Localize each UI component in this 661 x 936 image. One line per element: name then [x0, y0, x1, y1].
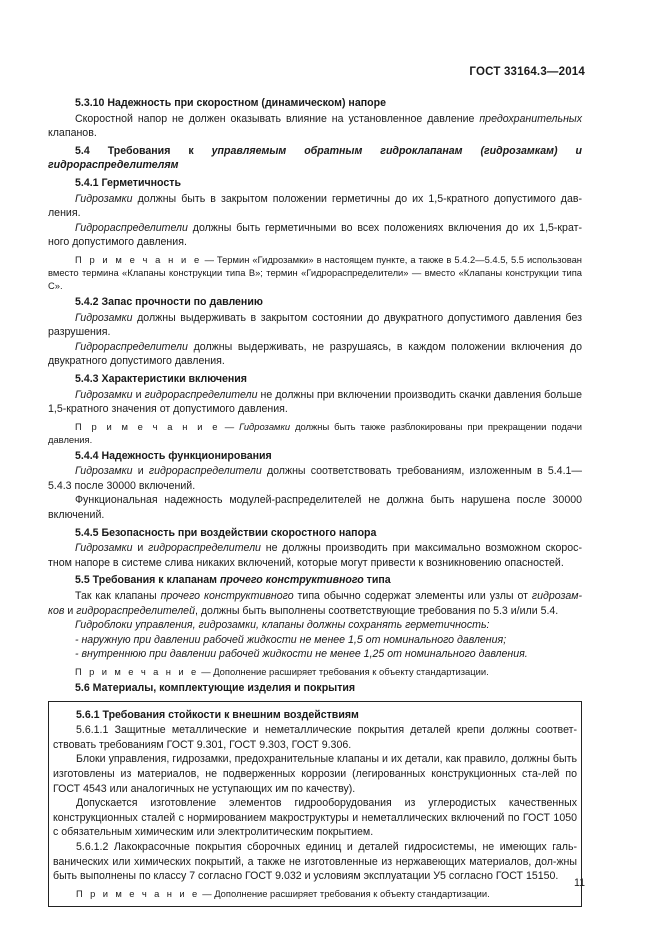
section-5-6-heading: 5.6 Материалы, комплектующие изделия и покрытия [75, 682, 356, 694]
section-5-4-3-note: П р и м е ч а н и е — Гидрозамки должны быть также разблокированы при прекращении подачи давления. [48, 420, 582, 445]
section-5-4-2-heading: 5.4.2 Запас прочности по давлению [75, 295, 263, 308]
document-body [48, 93, 582, 907]
section-5-4-2-p1: Гидрозамки должны выдерживать в закрытом состоянии до двукратного допустимого давления без разрушения. [48, 311, 582, 339]
list-item: - внутреннюю при давлении рабочей жидкости не менее 1,25 от номинального давления. [75, 648, 528, 661]
section-5-6-1-2-p1: 5.6.1.2 Лакокрасочные покрытия сборочных единиц и деталей гидросистемы, не имеющих галь-ванических или химических покрытий, а также не изготовленные из нержавеющих материалов, дол-жны быть выполнены по классу 7 согласно ГОСТ 9.032 и условиям эксплуатации У5 согласно ГОСТ 15150. [53, 840, 577, 883]
section-5-4-3-heading: 5.4.3 Характеристики включения [75, 372, 247, 385]
section-5-3-10-text: Скоростной напор не должен оказывать влияние на установленное давление предохранительных клапанов. [48, 112, 582, 140]
section-5-5-p1: Так как клапаны прочего конструктивного типа обычно содержат элементы или узлы от гидрозам-ков и гидрораспределителей, должны быть выполнены соответствующие требования по 5.3 и/или 5.4. [48, 590, 582, 617]
section-5-4-5-heading: 5.4.5 Безопасность при воздействии скоростного напора [75, 526, 377, 539]
section-5-6-1-note: П р и м е ч а н и е — Дополнение расширяет требования к объекту стандартизации. [76, 887, 490, 899]
section-5-5-note: П р и м е ч а н и е — Дополнение расширяет требования к объекту стандартизации. [75, 666, 489, 677]
section-5-4-3-p1: Гидрозамки и гидрораспределители не должны при включении производить скачки давления больше 1,5-кратного значения от допустимого давления. [48, 388, 582, 416]
section-5-6-1-1-p1: 5.6.1.1 Защитные металлические и неметаллические покрытия деталей крепи должны соответ-ствовать требованиям ГОСТ 9.301, ГОСТ 9.303, ГОСТ 9.306. [53, 724, 577, 751]
section-5-4-1-note: П р и м е ч а н и е — Термин «Гидрозамки» в настоящем пункте, а также в 5.4.2—5.4.5, 5.5 использован вместо термина «Клапаны конструкции типа В»; термин «Гидрораспределители» — вместо «Клапаны конструкции типа С». [48, 253, 582, 291]
list-item: - наружную при давлении рабочей жидкости не менее 1,5 от номинального давления; [75, 633, 507, 646]
section-5-4-1-p2: Гидрораспределители должны быть герметичными во всех положениях включения до их 1,5-крат-ного допустимого давления. [48, 221, 582, 249]
section-5-4-5-p1: Гидрозамки и гидрораспределители не должны производить при максимально возможном скорос-тном напоре в системе слива никаких включений, которые могут привести к возникновению опасностей. [48, 542, 583, 569]
section-5-6-1-1-p2: Блоки управления, гидрозамки, предохранительные клапаны и их детали, как правило, должны быть изготовлены из материалов, не подверженных коррозии (легированных конструкционных ста-лей по ГОСТ 4543 или аналогичных не уступающих им по качеству). [53, 753, 577, 795]
section-5-4-1-p1: Гидрозамки должны быть в закрытом положении герметичны до их 1,5-кратного допустимого дав-ления. [48, 192, 582, 220]
section-5-6-1-1-p3: Допускается изготовление элементов гидрооборудования из углеродистых качественных конструкционных сталей с нормированием макроструктуры и неметаллических включений по ГОСТ 1050 с обязательным химическим или электролитическим покрытием. [53, 797, 577, 839]
section-5-4-4-p1: Гидрозамки и гидрораспределители должны соответствовать требованиям, изложенным в 5.4.1—5.4.3 после 30000 включений. [48, 465, 582, 492]
section-5-4-heading: 5.4 Требования к управляемым обратным гидроклапанам (гидрозамкам) и гидрораспределителям [48, 144, 582, 172]
standard-header: ГОСТ 33164.3—2014 [469, 66, 585, 78]
section-5-4-1-heading: 5.4.1 Герметичность [75, 176, 181, 189]
section-5-5-heading: 5.5 Требования к клапанам прочего конструктивного типа [75, 574, 391, 587]
section-5-4-4-heading: 5.4.4 Надежность функционирования [75, 449, 272, 462]
section-5-3-10-heading: 5.3.10 Надежность при скоростном (динамическом) напоре [75, 97, 386, 109]
amendment-box [48, 701, 582, 907]
section-5-4-2-p2: Гидрораспределители должны выдерживать, не разрушаясь, в каждом положении включения до двукратного допустимого давления. [48, 340, 582, 368]
section-5-5-p2: Гидроблоки управления, гидрозамки, клапаны должны сохранять герметичность: [75, 619, 490, 632]
section-5-6-1-heading: 5.6.1 Требования стойкости к внешним воздействиям [76, 708, 359, 721]
page-number: 11 [574, 877, 585, 889]
section-5-4-4-p2: Функциональная надежность модулей-распределителей не должна быть нарушена после 30000 включений. [48, 494, 582, 522]
